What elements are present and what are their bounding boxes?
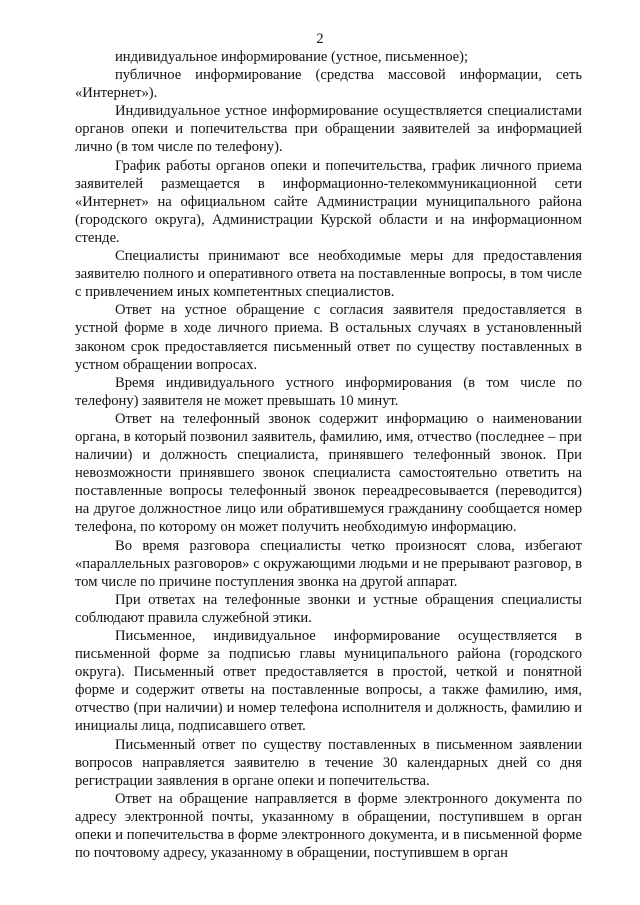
paragraph-6: Ответ на устное обращение с согласия заявителя предоставляется в устной форме в ходе личного приема. В остальных случаях в установленный законом срок предоставляется письменный ответ по существу поставленных в устном обращении вопросах. bbox=[75, 302, 582, 373]
paragraph-11: Письменное, индивидуальное информирование осуществляется в письменной форме за подписью главы муниципального района (городского округа). Письменный ответ предоставляется в простой, четкой и понятной форме и содержит ответы на поставленные вопросы, а также фамилию, имя, отчество (при наличии) и номер телефона исполнителя и должность, фамилию и инициалы лица, подписавшего ответ. bbox=[75, 628, 582, 735]
paragraph-12: Письменный ответ по существу поставленных в письменном заявлении вопросов направляется заявителю в течение 30 календарных дней со дня регистрации заявления в органе опеки и попечительства. bbox=[75, 736, 582, 789]
paragraph-4: График работы органов опеки и попечительства, график личного приема заявителей размещается в информационно-телекоммуникационной сети «Интернет» на официальном сайте Администрации муниципального района (городского округа), Администрации Курской области и на информационном стенде. bbox=[75, 157, 582, 246]
paragraph-7: Время индивидуального устного информирования (в том числе по телефону) заявителя не может превышать 10 минут. bbox=[75, 374, 582, 409]
paragraph-8: Ответ на телефонный звонок содержит информацию о наименовании органа, в который позвонил заявитель, фамилию, имя, отчество (последнее – при наличии) и должность специалиста, принявшего телефонный звонок. При невозможности принявшего звонок специалиста самостоятельно ответить на поставленные вопросы телефонный звонок переадресовывается (переводится) на другое должностное лицо или обратившемуся гражданину сообщается номер телефона, по которому он может получить необходимую информацию. bbox=[75, 410, 582, 536]
paragraph-1: индивидуальное информирование (устное, письменное); bbox=[115, 49, 469, 65]
page-number: 2 bbox=[316, 31, 324, 47]
paragraph-2: публичное информирование (средства массовой информации, сеть «Интернет»). bbox=[75, 67, 582, 102]
document-body bbox=[75, 48, 582, 862]
paragraph-13: Ответ на обращение направляется в форме электронного документа по адресу электронной почты, указанному в обращении, поступившем в орган опеки и попечительства в форме электронного документа, и в письменной форме по почтовому адресу, указанному в обращении, поступившем в орган bbox=[75, 790, 582, 862]
paragraph-10: При ответах на телефонные звонки и устные обращения специалисты соблюдают правила служебной этики. bbox=[75, 591, 582, 626]
paragraph-9: Во время разговора специалисты четко произносят слова, избегают «параллельных разговоров» с окружающими людьми и не прерывают разговор, в том числе по причине поступления звонка на другой аппарат. bbox=[75, 537, 582, 590]
paragraph-5: Специалисты принимают все необходимые меры для предоставления заявителю полного и оперативного ответа на поставленные вопросы, в том числе с привлечением иных компетентных специалистов. bbox=[75, 248, 582, 301]
paragraph-3: Индивидуальное устное информирование осуществляется специалистами органов опеки и попечительства при обращении заявителей за информацией лично (в том числе по телефону). bbox=[75, 103, 582, 156]
